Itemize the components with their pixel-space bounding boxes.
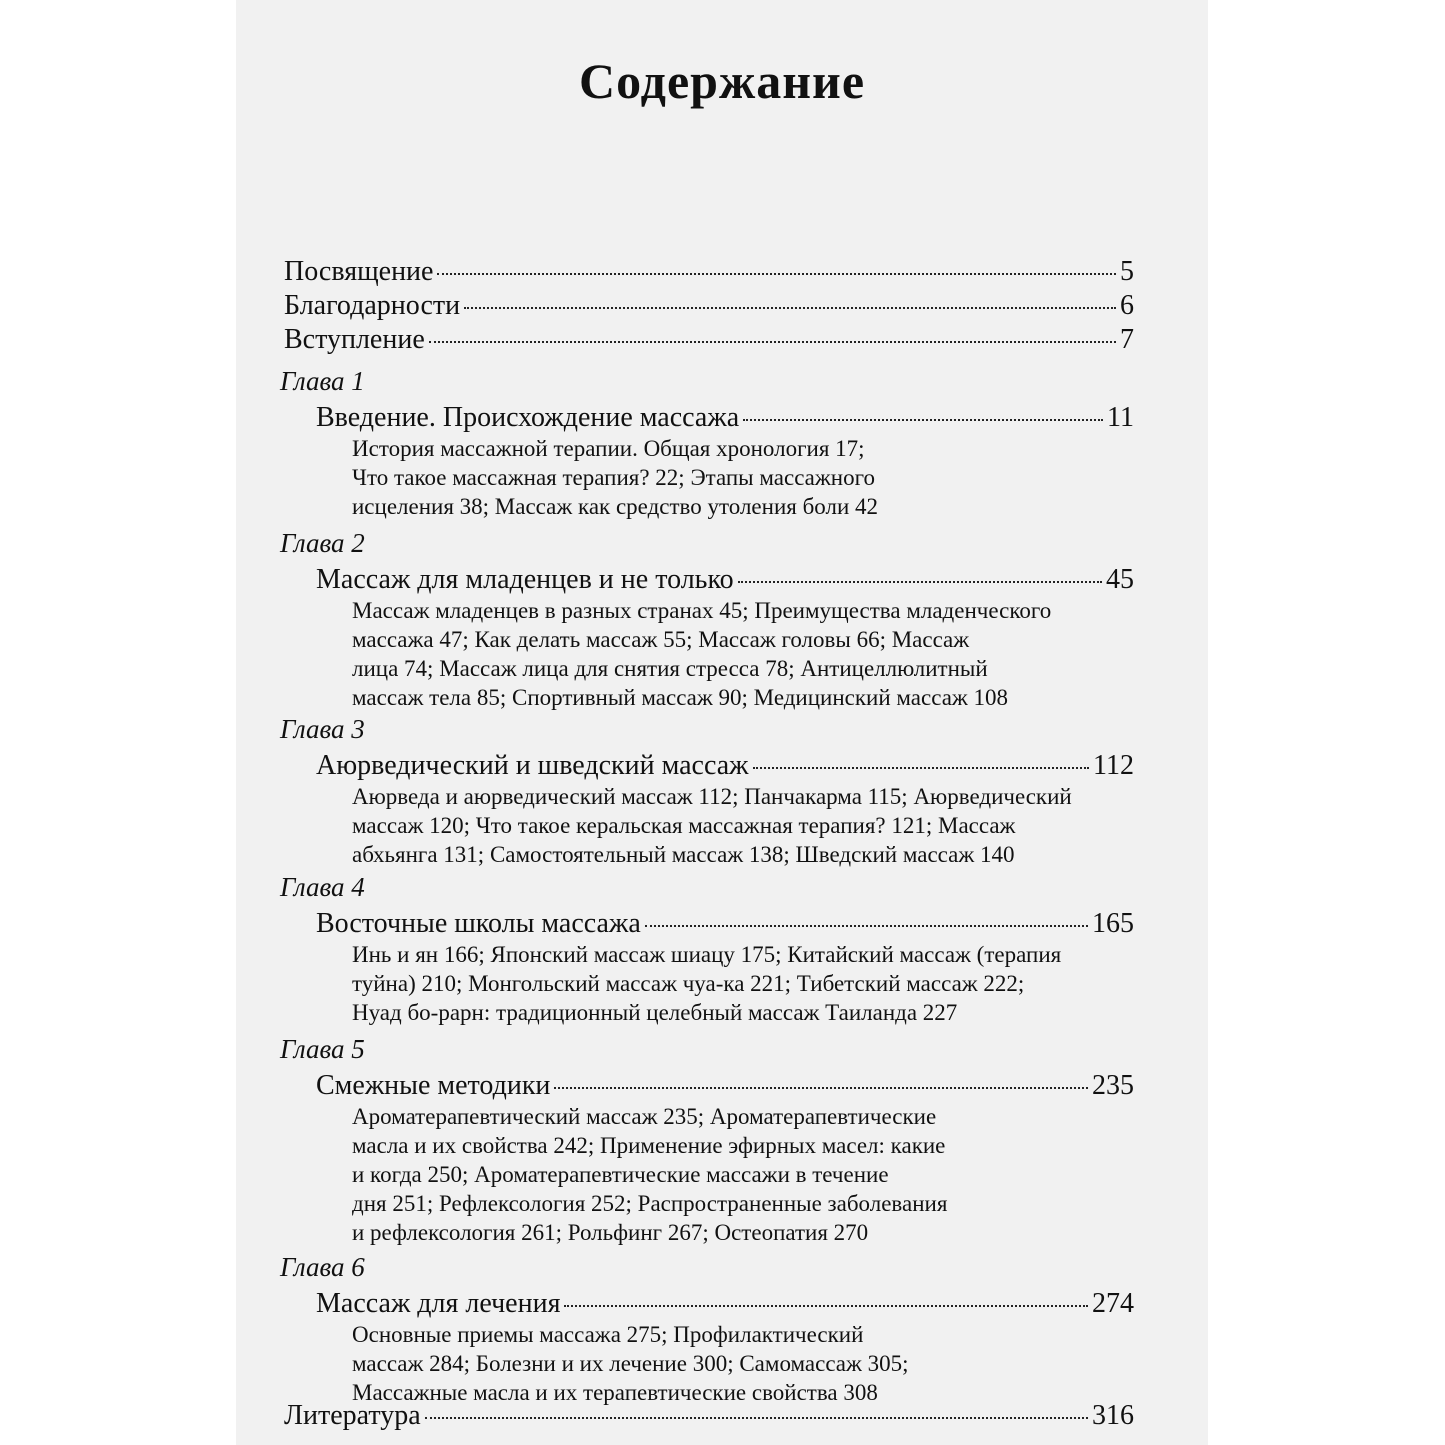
page-number: 165 bbox=[1092, 908, 1134, 939]
dot-leader bbox=[429, 341, 1116, 343]
subsection-line: Массаж младенцев в разных странах 45; Преимущества младенческого bbox=[352, 598, 1052, 623]
subsection-line: Что такое массажная терапия? 22; Этапы массажного bbox=[352, 465, 875, 490]
chapter-label: Глава 5 bbox=[280, 1034, 365, 1064]
subsection-line: Инь и ян 166; Японский массаж шиацу 175; Китайский массаж (терапия bbox=[352, 942, 1062, 967]
toc-entry-front[interactable] bbox=[284, 290, 1134, 322]
subsection-line: Нуад бо-рарн: традиционный целебный массаж Таиланда 227 bbox=[352, 1000, 958, 1025]
chapter-title: Аюрведический и шведский массаж bbox=[316, 750, 749, 781]
chapter-title: Введение. Происхождение массажа bbox=[316, 402, 740, 433]
page-title: Содержание bbox=[578, 53, 866, 109]
toc-entry-front[interactable] bbox=[284, 256, 1134, 288]
subsection-line: Аюрведа и аюрведический массаж 112; Панчакарма 115; Аюрведический bbox=[352, 784, 1072, 809]
dot-leader bbox=[464, 307, 1116, 309]
chapter-title: Смежные методики bbox=[316, 1070, 551, 1101]
dot-leader bbox=[645, 925, 1088, 927]
subsection-line: массаж 284; Болезни и их лечение 300; Самомассаж 305; bbox=[352, 1351, 909, 1376]
page-number: 112 bbox=[1093, 750, 1134, 781]
toc-entry-chapter[interactable] bbox=[316, 908, 1134, 940]
chapter-title: Массаж для младенцев и не только bbox=[316, 564, 734, 595]
chapter-label: Глава 3 bbox=[280, 714, 365, 744]
page-number: 5 bbox=[1120, 256, 1134, 287]
page-number: 45 bbox=[1106, 564, 1134, 595]
book-page bbox=[236, 0, 1208, 1445]
page-number: 11 bbox=[1107, 402, 1134, 433]
toc-entry-chapter[interactable] bbox=[316, 1288, 1134, 1320]
toc-entry-chapter[interactable] bbox=[316, 564, 1134, 596]
subsection-line: массажа 47; Как делать массаж 55; Массаж головы 66; Массаж bbox=[352, 627, 970, 652]
subsection-line: исцеления 38; Массаж как средство утоления боли 42 bbox=[352, 494, 879, 519]
dot-leader bbox=[743, 419, 1103, 421]
page-number: 316 bbox=[1092, 1400, 1134, 1431]
subsection-line: лица 74; Массаж лица для снятия стресса 78; Антицеллюлитный bbox=[352, 656, 988, 681]
chapter-label: Глава 1 bbox=[280, 366, 365, 396]
page-number: 274 bbox=[1092, 1288, 1134, 1319]
subsection-line: Основные приемы массажа 275; Профилактический bbox=[352, 1322, 864, 1347]
dot-leader bbox=[425, 1417, 1088, 1419]
page-number: 6 bbox=[1120, 290, 1134, 321]
subsection-line: История массажной терапии. Общая хронология 17; bbox=[352, 436, 865, 461]
toc-entry-chapter[interactable] bbox=[316, 402, 1134, 434]
subsection-line: массаж 120; Что такое керальская массажная терапия? 121; Массаж bbox=[352, 813, 1016, 838]
toc-entry-chapter[interactable] bbox=[316, 750, 1134, 782]
dot-leader bbox=[437, 273, 1116, 275]
dot-leader bbox=[554, 1087, 1088, 1089]
chapter-title: Восточные школы массажа bbox=[316, 908, 641, 939]
subsection-line: Ароматерапевтический массаж 235; Ароматерапевтические bbox=[352, 1104, 937, 1129]
entry-label: Вступление bbox=[284, 324, 425, 355]
dot-leader bbox=[738, 581, 1102, 583]
chapter-title: Массаж для лечения bbox=[316, 1288, 561, 1319]
table-of-contents bbox=[236, 0, 1208, 1445]
subsection-line: и рефлексология 261; Рольфинг 267; Остеопатия 270 bbox=[352, 1220, 869, 1245]
subsection-line: массаж тела 85; Спортивный массаж 90; Медицинский массаж 108 bbox=[352, 685, 1009, 710]
subsection-line: туйна) 210; Монгольский массаж чуа-ка 221; Тибетский массаж 222; bbox=[352, 971, 1025, 996]
page-number: 235 bbox=[1092, 1070, 1134, 1101]
dot-leader bbox=[564, 1305, 1088, 1307]
subsection-line: Массажные масла и их терапевтические свойства 308 bbox=[352, 1380, 878, 1405]
entry-label: Посвящение bbox=[284, 256, 434, 287]
chapter-label: Глава 4 bbox=[280, 872, 365, 902]
toc-entry-front[interactable] bbox=[284, 324, 1134, 356]
chapter-label: Глава 6 bbox=[280, 1252, 365, 1282]
dot-leader bbox=[753, 767, 1090, 769]
subsection-line: и когда 250; Ароматерапевтические массажи в течение bbox=[352, 1162, 889, 1187]
subsection-line: дня 251; Рефлексология 252; Распространенные заболевания bbox=[352, 1191, 948, 1216]
toc-entry-back[interactable] bbox=[284, 1400, 1134, 1432]
subsection-line: абхьянга 131; Самостоятельный массаж 138; Шведский массаж 140 bbox=[352, 842, 1015, 867]
entry-label: Литература bbox=[284, 1400, 421, 1431]
chapter-label: Глава 2 bbox=[280, 528, 365, 558]
page-number: 7 bbox=[1120, 324, 1134, 355]
entry-label: Благодарности bbox=[284, 290, 461, 321]
toc-entry-chapter[interactable] bbox=[316, 1070, 1134, 1102]
subsection-line: масла и их свойства 242; Применение эфирных масел: какие bbox=[352, 1133, 946, 1158]
